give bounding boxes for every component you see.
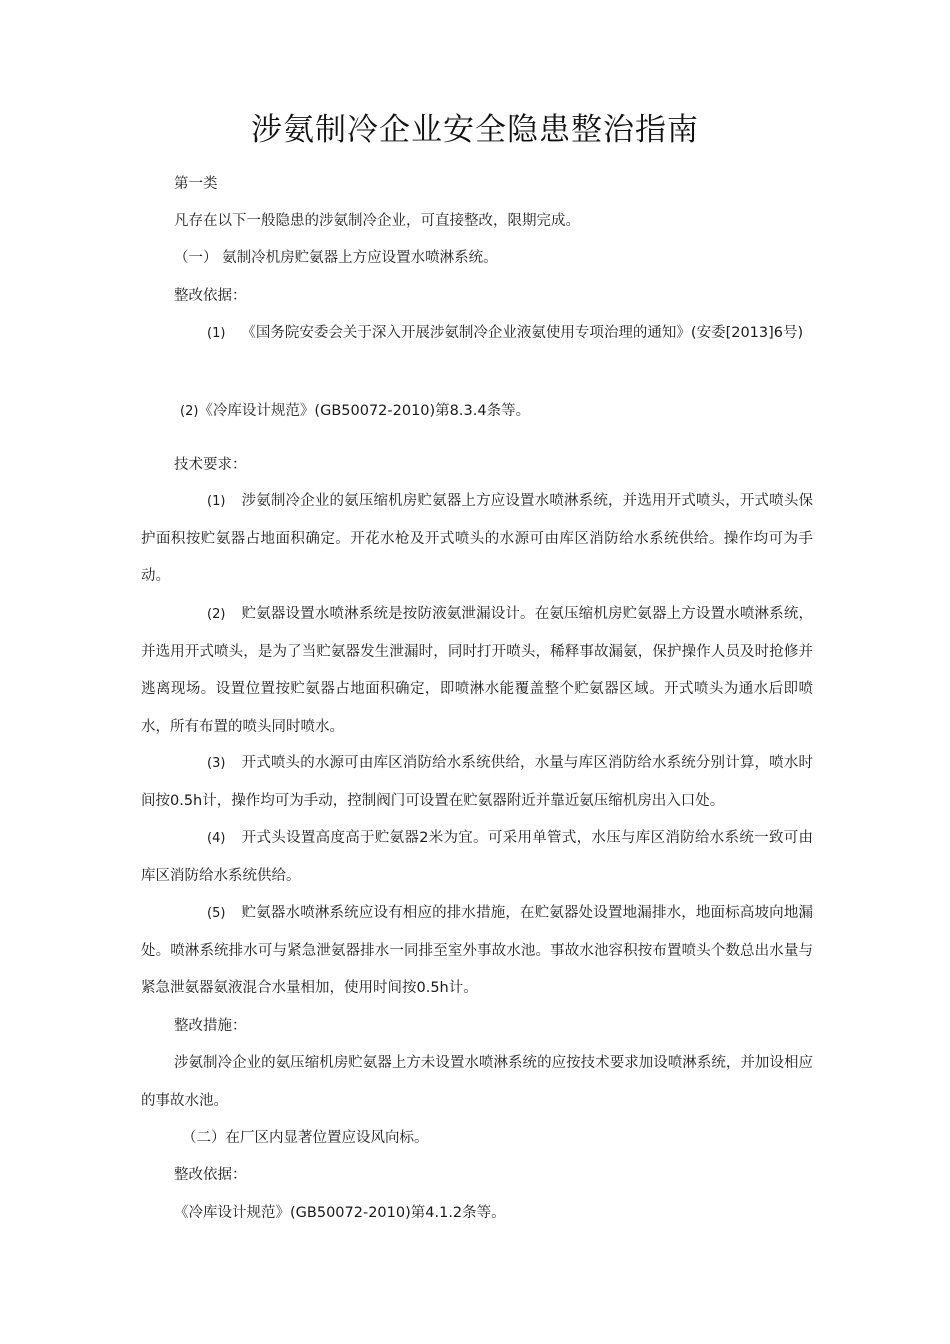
item2-heading: （二）在厂区内显著位置应设风向标。 <box>182 1130 429 1146</box>
item1-basis-1 <box>141 315 813 353</box>
item1-measures-label: 整改措施： <box>174 1018 247 1034</box>
tech-text: 贮氨器水喷淋系统应设有相应的排水措施，在贮氨器处设置地漏排水，地面标高坡向地漏处。喷淋系统排水可与紧急泄氨器排水一同排至室外事故水池。事故水池容积按布置喷头个数总出水量与紧急泄氨器氨液混合水量相加，使用时间按0.5h计。 <box>141 905 813 996</box>
list-number: (2) <box>207 607 226 622</box>
list-number: (4) <box>207 831 226 846</box>
item1-basis-2 <box>180 401 530 422</box>
item1-tech-5 <box>141 895 813 1008</box>
item1-tech-2 <box>141 596 813 746</box>
category-label: 第一类 <box>174 176 218 192</box>
tech-text: 贮氨器设置水喷淋系统是按防液氨泄漏设计。在氨压缩机房贮氨器上方设置水喷淋系统，并选用开式喷头，是为了当贮氨器发生泄漏时，同时打开喷头，稀释事故漏氨，保护操作人员及时抢修并逃离现场。设置位置按贮氨器占地面积确定，即喷淋水能覆盖整个贮氨器区域。开式喷头为通水后即喷水，所有布置的喷头同时喷水。 <box>141 606 813 735</box>
item1-tech-4 <box>141 820 813 895</box>
list-number: (1) <box>207 494 226 509</box>
item1-tech-1 <box>141 483 813 596</box>
tech-text: 开式头设置高度高于贮氨器2米为宜。可采用单管式，水压与库区消防给水系统一致可由库区消防给水系统供给。 <box>141 830 813 884</box>
list-number: (5) <box>207 906 226 921</box>
basis-text: 《冷库设计规范》(GB50072-2010)第8.3.4条等。 <box>198 403 531 419</box>
document-title: 涉氨制冷企业安全隐患整治指南 <box>251 112 699 148</box>
item1-tech-3 <box>141 745 813 820</box>
item1-tech-label: 技术要求： <box>174 457 247 473</box>
item1-basis-label: 整改依据： <box>174 288 247 304</box>
basis-text: 《国务院安委会关于深入开展涉氨制冷企业液氨使用专项治理的通知》(安委[2013]6号) <box>241 325 804 341</box>
item1-measures-text: 涉氨制冷企业的氨压缩机房贮氨器上方未设置水喷淋系统的应按技术要求加设喷淋系统，并加设相应的事故水池。 <box>141 1055 813 1109</box>
item2-basis-label: 整改依据： <box>174 1167 247 1183</box>
tech-text: 涉氨制冷企业的氨压缩机房贮氨器上方应设置水喷淋系统，并选用开式喷头，开式喷头保护面积按贮氨器占地面积确定。开花水枪及开式喷头的水源可由库区消防给水系统供给。操作均可为手动。 <box>141 493 813 584</box>
tech-text: 开式喷头的水源可由库区消防给水系统供给，水量与库区消防给水系统分别计算，喷水时间按0.5h计，操作均可为手动，控制阀门可设置在贮氨器附近并靠近氨压缩机房出入口处。 <box>141 755 813 809</box>
intro-text: 凡存在以下一般隐患的涉氨制冷企业，可直接整改，限期完成。 <box>174 213 580 229</box>
item2-basis-text: 《冷库设计规范》(GB50072-2010)第4.1.2条等。 <box>174 1205 506 1221</box>
list-number: (2) <box>180 404 199 419</box>
list-number: (1) <box>207 326 226 341</box>
list-number: (3) <box>207 756 226 771</box>
item1-heading: （一） 氨制冷机房贮氨器上方应设置水喷淋系统。 <box>174 250 498 266</box>
